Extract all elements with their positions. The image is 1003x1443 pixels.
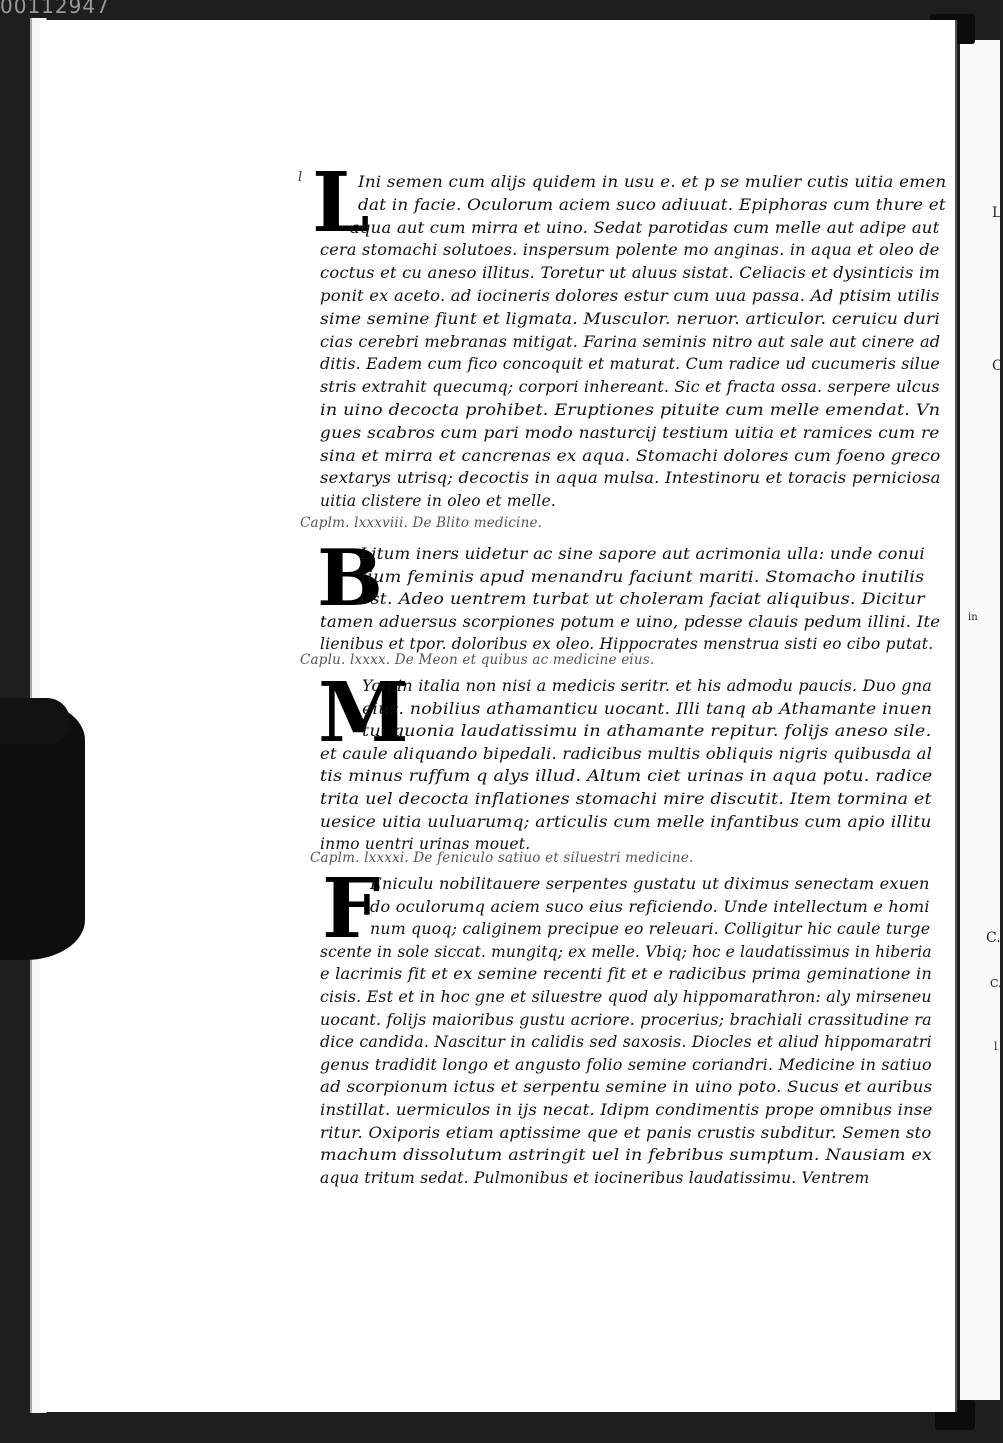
text-line: tium feminis apud menandru faciunt mariti. Stomacho inutilis: [360, 567, 925, 586]
text-line: machum dissolutum astringit uel in febribus sumptum. Nausiam ex: [320, 1146, 933, 1165]
text-line: ponit ex aceto. ad iocineris dolores estur cum uua passa. Ad ptisim utilis: [320, 287, 940, 305]
text-line: dice candida. Nascitur in calidis sed saxosis. Diocles et aliud hippomaratri: [320, 1033, 932, 1052]
facing-glyph: C.: [990, 977, 1002, 990]
chapter-rubric: Caplm. lxxxviii. De Blito medicine.: [300, 515, 543, 531]
text-line: Litum iners uidetur ac sine sapore aut acrimonia ulla: unde conui: [360, 545, 925, 563]
text-line: lienibus et tpor. doloribus ex oleo. Hippocrates menstrua sisti eo cibo putat.: [320, 635, 934, 653]
facing-glyph: in: [968, 612, 978, 623]
finger: [0, 698, 70, 744]
initial-letter: B: [317, 533, 383, 624]
text-line: uitia clistere in oleo et melle.: [320, 492, 556, 511]
margin-mark: l: [298, 170, 303, 185]
text-line: Eniculu nobilitauere serpentes gustatu ut diximus senectam exuen: [370, 875, 930, 893]
text-line: do oculorumq aciem suco eius reficiendo. Unde intellectum e homi: [370, 897, 930, 916]
text-line: Ini semen cum alijs quidem in usu e. et p se mulier cutis uitia emen: [358, 173, 947, 191]
facing-glyph: C.: [986, 930, 1001, 946]
text-line: tamen aduersus scorpiones potum e uino, pdesse clauis pedum illini. Ite: [320, 612, 941, 631]
text-line: eius. nobilius athamanticu uocant. Illi tanq ab Athamante inuen: [362, 699, 933, 718]
text-line: ritur. Oxiporis etiam aptissime que et panis crustis subditur. Semen sto: [320, 1123, 932, 1142]
initial-letter: L: [312, 155, 370, 251]
facing-glyph: l: [994, 1040, 998, 1053]
text-line: uocant. folijs maioribus gustu acriore. procerius; brachiali crassitudine ra: [320, 1010, 932, 1029]
text-line: cera stomachi solutoes. inspersum polente mo anginas. in aqua et oleo de: [320, 241, 940, 260]
text-line: sextarys utrisq; decoctis in aqua mulsa. Intestinoru et toracis perniciosa: [320, 469, 941, 488]
text-line: coctus et cu aneso illitus. Toretur ut aluus sistat. Celiacis et dysinticis im: [320, 264, 941, 283]
facing-glyph: L: [992, 205, 1002, 221]
text-line: inmo uentri urinas mouet.: [320, 835, 531, 854]
text-line: uesice uitia uuluarumq; articulis cum melle infantibus cum apio illitu: [320, 812, 932, 831]
text-line: stris extrahit quecumq; corpori inhereant. Sic et fracta ossa. serpere ulcus: [320, 378, 940, 397]
facing-glyph: C: [992, 358, 1003, 374]
initial-letter: M: [318, 665, 409, 761]
text-line: cisis. Est et in hoc gne et siluestre quod aly hippomarathron: aly mirseneu: [320, 988, 932, 1006]
text-line: gues scabros cum pari modo nasturcij testium uitia et ramices cum re: [320, 423, 940, 442]
text-line: tu. quonia laudatissimu in athamante repitur. folijs aneso sile.: [362, 722, 932, 741]
text-line: ditis. Eadem cum fico concoquit et maturat. Cum radice ud cucumeris silue: [320, 355, 940, 374]
facing-page-edge: [960, 40, 1003, 1400]
chapter-rubric: Caplu. lxxxx. De Meon et quibus ac medicine eius.: [300, 652, 655, 668]
text-line: sina et mirra et cancrenas ex aqua. Stomachi dolores cum foeno greco: [320, 446, 941, 465]
text-line: dat in facie. Oculorum aciem suco adiuuat. Epiphoras cum thure et: [358, 195, 946, 214]
text-line: scente in sole siccat. mungitq; ex melle. Vbiq; hoc e laudatissimus in hiberia: [320, 942, 932, 961]
text-line: tis minus ruffum q alys illud. Altum ciet urinas in aqua potu. radice: [320, 767, 933, 786]
text-line: genus tradidit longo et angusto folio semine coriandri. Medicine in satiuo: [320, 1055, 932, 1074]
chapter-rubric: Caplm. lxxxxi. De feniculo satiuo et siluestri medicine.: [310, 850, 694, 866]
text-line: ad scorpionum ictus et serpentu semine in uino poto. Sucus et auribus: [320, 1078, 933, 1097]
text-line: et caule aliquando bipedali. radicibus multis obliquis nigris quibusda al: [320, 744, 933, 763]
text-line: Yon in italia non nisi a medicis seritr. et his admodu paucis. Duo gna: [362, 677, 933, 695]
text-line: cias cerebri mebranas mitigat. Farina seminis nitro aut sale aut cinere ad: [320, 332, 941, 351]
hand-holding-page: [0, 700, 85, 960]
text-line: sime semine fiunt et ligmata. Musculor. neruor. articulor. ceruicu duri: [320, 309, 941, 328]
text-line: e lacrimis fit et ex semine recenti fit et e radicibus prima geminatione in: [320, 965, 932, 984]
initial-letter: F: [322, 861, 381, 957]
text-line: est. Adeo uentrem turbat ut choleram faciat aliquibus. Dicitur: [360, 590, 925, 608]
text-line: aqua tritum sedat. Pulmonibus et iocineribus laudatissimu. Ventrem: [320, 1168, 870, 1187]
text-line: aqua aut cum mirra et uino. Sedat parotidas cum melle aut adipe aut: [350, 218, 940, 237]
shelfmark: 00112947: [0, 0, 110, 18]
text-line: trita uel decocta inflationes stomachi mire discutit. Item tormina et: [320, 790, 932, 808]
text-line: in uino decocta prohibet. Eruptiones pituite cum melle emendat. Vn: [320, 401, 941, 419]
text-line: instillat. uermiculos in ijs necat. Idipm condimentis prope omnibus inse: [320, 1101, 933, 1119]
text-line: num quoq; caliginem precipue eo releuari. Colligitur hic caule turge: [370, 920, 931, 939]
